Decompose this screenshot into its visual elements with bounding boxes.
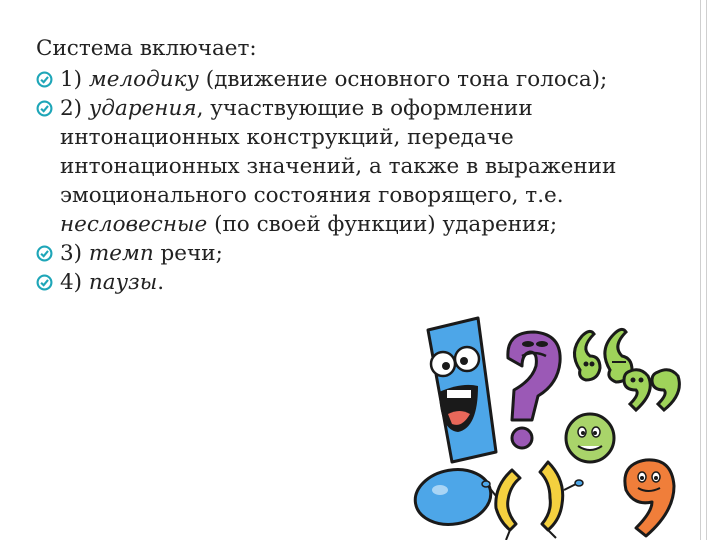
bullet-text: речи; xyxy=(153,241,223,266)
question-mark-character-icon xyxy=(508,332,560,448)
smiley-circle-character-icon xyxy=(566,414,614,462)
closing-quotes-character-icon xyxy=(624,370,679,410)
bullet-text-tail: (по своей функции) ударения; xyxy=(207,212,558,237)
bullet-text: (движение основного тона голоса); xyxy=(198,67,608,92)
bullet-text: , участвующие в оформлении интонационных конструкций, передаче интонационных значений, а также в выражении эмоционального состояния говорящего, т.е. xyxy=(60,96,617,208)
bullet-text: . xyxy=(157,270,165,295)
slide-heading: Система включает: xyxy=(36,36,257,61)
bullet-prefix: 1) xyxy=(60,67,89,92)
opening-quotes-character-icon xyxy=(574,329,632,382)
exclamation-mark-character-icon xyxy=(411,318,496,530)
bullet-emphasis: несловесные xyxy=(60,212,208,237)
bullet-prefix: 3) xyxy=(60,241,89,266)
nine-character-icon xyxy=(625,460,674,536)
bullet-term: паузы xyxy=(88,270,158,295)
bullet-term: темп xyxy=(88,241,154,266)
bullet-prefix: 2) xyxy=(60,96,89,121)
bullet-term: ударения xyxy=(88,96,197,121)
bullet-prefix: 4) xyxy=(60,270,89,295)
parenthesis-characters-icon xyxy=(482,462,583,540)
bullet-term: мелодику xyxy=(88,67,199,92)
